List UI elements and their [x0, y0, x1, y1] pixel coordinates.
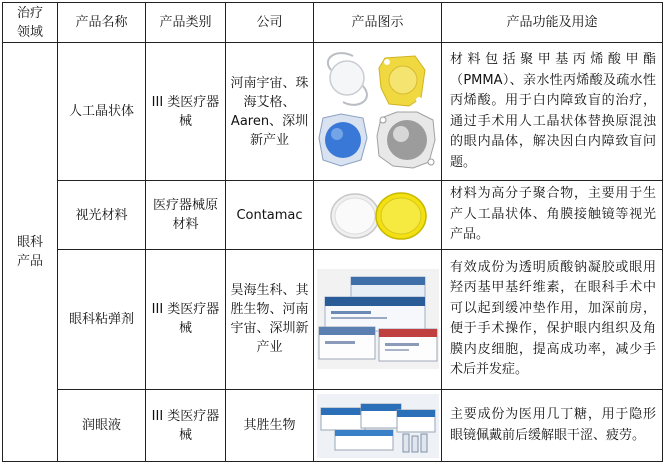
optical-material-disc-image — [317, 188, 439, 242]
product-usage: 材料为高分子聚合物，主要用于生产人工晶状体、角膜接触镜等视光产品。 — [442, 181, 663, 249]
header-usage: 产品功能及用途 — [442, 3, 663, 43]
product-company: 河南宇宙、珠海艾格、Aaren、深圳新产业 — [226, 43, 314, 181]
product-usage: 有效成份为透明质酸钠凝胶或眼用羟丙基甲基纤维素，在眼科手术中可以起到缓冲垫作用，加深前房，便于手术操作，保护眼内组织及角膜内皮细胞，提高成功率，减少手术后并发症。 — [442, 249, 663, 390]
header-field: 治疗领域 — [3, 3, 58, 43]
product-company: 昊海生科、其胜生物、河南宇宙、深圳新产业 — [226, 249, 314, 390]
product-name: 眼科粘弹剂 — [58, 249, 146, 390]
header-image: 产品图示 — [314, 3, 442, 43]
product-category: III 类医疗器械 — [146, 43, 226, 181]
intraocular-lens-image — [317, 48, 439, 176]
field-cell: 眼科产品 — [3, 43, 58, 462]
product-image-eyedrop — [314, 390, 442, 462]
product-name: 润眼液 — [58, 390, 146, 462]
product-image-viscoelastic — [314, 249, 442, 390]
product-category: III 类医疗器械 — [146, 249, 226, 390]
product-usage: 主要成份为医用几丁糖，用于隐形眼镜佩戴前后缓解眼干涩、疲劳。 — [442, 390, 663, 462]
eye-drop-boxes-image — [317, 394, 439, 458]
product-usage: 材料包括聚甲基丙烯酸甲酯（PMMA）、亲水性丙烯酸及疏水性丙烯酸。用于白内障致盲的治疗，通过手术用人工晶状体替换原混浊的眼内晶体，解决因白内障致盲问题。 — [442, 43, 663, 181]
viscoelastic-boxes-image — [317, 269, 439, 369]
product-image-material — [314, 181, 442, 249]
table-row — [3, 390, 663, 462]
product-company: 其胜生物 — [226, 390, 314, 462]
product-name: 视光材料 — [58, 181, 146, 249]
table-row — [3, 181, 663, 249]
product-category: III 类医疗器械 — [146, 390, 226, 462]
product-image-lens — [314, 43, 442, 181]
product-table — [2, 2, 663, 462]
header-name: 产品名称 — [58, 3, 146, 43]
table-row — [3, 43, 663, 181]
table-row — [3, 249, 663, 390]
table-header-row — [3, 3, 663, 43]
header-company: 公司 — [226, 3, 314, 43]
product-name: 人工晶状体 — [58, 43, 146, 181]
product-company: Contamac — [226, 181, 314, 249]
header-category: 产品类别 — [146, 3, 226, 43]
product-category: 医疗器械原材料 — [146, 181, 226, 249]
